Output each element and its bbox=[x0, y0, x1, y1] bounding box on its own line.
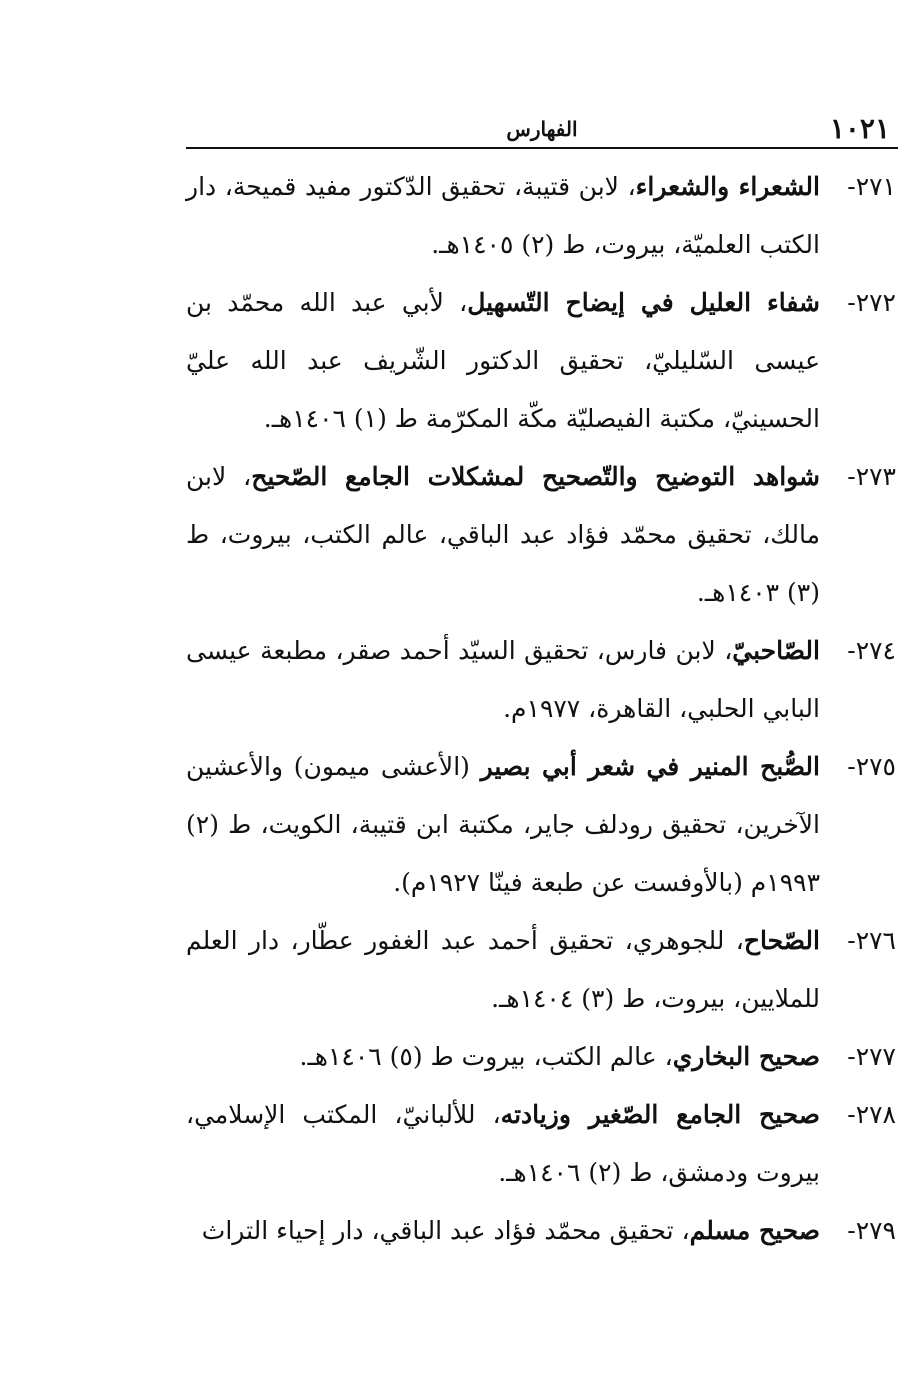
bibliography-entry bbox=[186, 622, 896, 738]
entry-details: ، لابن قتيبة، تحقيق الدّكتور مفيد قميحة، دار الكتب العلميّة، بيروت، ط (٢) ١٤٠٥هـ. bbox=[186, 172, 820, 259]
bibliography-entry bbox=[186, 448, 896, 622]
entry-text bbox=[186, 622, 820, 738]
bibliography-entry bbox=[186, 912, 896, 1028]
bibliography-entry bbox=[186, 158, 896, 274]
entry-title: شفاء العليل في إيضاح التّسهيل bbox=[467, 288, 820, 317]
entry-title: الصّاحبيّ bbox=[732, 636, 820, 665]
entry-number: ٢٧٤- bbox=[847, 636, 896, 665]
header-divider bbox=[186, 147, 898, 149]
entry-title: صحيح مسلم bbox=[689, 1216, 820, 1245]
bibliography-list bbox=[186, 158, 896, 1260]
entry-number: ٢٧٦- bbox=[847, 926, 896, 955]
entry-title: صحيح الجامع الصّغير وزيادته bbox=[500, 1100, 820, 1129]
entry-number: ٢٧٢- bbox=[847, 288, 896, 317]
bibliography-entry bbox=[186, 1028, 896, 1086]
entry-number: ٢٧٣- bbox=[847, 462, 896, 491]
entry-text bbox=[186, 448, 820, 622]
entry-text bbox=[186, 738, 820, 912]
entry-text bbox=[186, 1028, 820, 1086]
entry-details: ، للجوهري، تحقيق أحمد عبد الغفور عطّار، دار العلم للملايين، بيروت، ط (٣) ١٤٠٤هـ. bbox=[186, 926, 820, 1013]
entry-details: ، لأبي عبد الله محمّد بن عيسى السّليليّ، تحقيق الدكتور الشّريف عبد الله عليّ الحسينيّ، مكتبة الفيصليّة مكّة المكرّمة ط (١) ١٤٠٦هـ. bbox=[186, 288, 820, 433]
running-header bbox=[186, 112, 898, 146]
entry-details: ، تحقيق محمّد فؤاد عبد الباقي، دار إحياء التراث bbox=[201, 1216, 690, 1245]
bibliography-entry bbox=[186, 1202, 896, 1260]
page-number: ١٠٢١ bbox=[829, 112, 890, 145]
bibliography-entry bbox=[186, 738, 896, 912]
entry-title: الصُّبح المنير في شعر أبي بصير bbox=[480, 752, 820, 781]
bibliography-entry bbox=[186, 1086, 896, 1202]
entry-text bbox=[186, 274, 820, 448]
entry-number: ٢٧٨- bbox=[847, 1100, 896, 1129]
entry-text bbox=[186, 158, 820, 274]
entry-number: ٢٧٧- bbox=[847, 1042, 896, 1071]
entry-title: الصّحاح bbox=[743, 926, 820, 955]
entry-details: (الأعشى ميمون) والأعشين الآخرين، تحقيق رودلف جاير، مكتبة ابن قتيبة، الكويت، ط (٢) ١٩٩٣م (بالأوفست عن طبعة فينّا ١٩٢٧م). bbox=[186, 752, 820, 897]
entry-number: ٢٧٥- bbox=[847, 752, 896, 781]
entry-text bbox=[186, 1202, 820, 1260]
entry-title: صحيح البخاري bbox=[672, 1042, 820, 1071]
entry-details: ، لابن مالك، تحقيق محمّد فؤاد عبد الباقي، عالم الكتب، بيروت، ط (٣) ١٤٠٣هـ. bbox=[186, 462, 820, 607]
entry-details: ، عالم الكتب، بيروت ط (٥) ١٤٠٦هـ. bbox=[299, 1042, 673, 1071]
entry-text bbox=[186, 1086, 820, 1202]
header-title: الفهارس bbox=[506, 117, 578, 141]
entry-number: ٢٧١- bbox=[847, 172, 896, 201]
bibliography-entry bbox=[186, 274, 896, 448]
entry-text bbox=[186, 912, 820, 1028]
entry-details: ، لابن فارس، تحقيق السيّد أحمد صقر، مطبعة عيسى البابي الحلبي، القاهرة، ١٩٧٧م. bbox=[186, 636, 820, 723]
entry-title: شواهد التوضيح والتّصحيح لمشكلات الجامع الصّحيح bbox=[251, 462, 821, 491]
entry-title: الشعراء والشعراء bbox=[635, 172, 820, 201]
entry-number: ٢٧٩- bbox=[847, 1216, 896, 1245]
entry-details: ، للألبانيّ، المكتب الإسلامي، بيروت ودمشق، ط (٢) ١٤٠٦هـ. bbox=[186, 1100, 820, 1187]
